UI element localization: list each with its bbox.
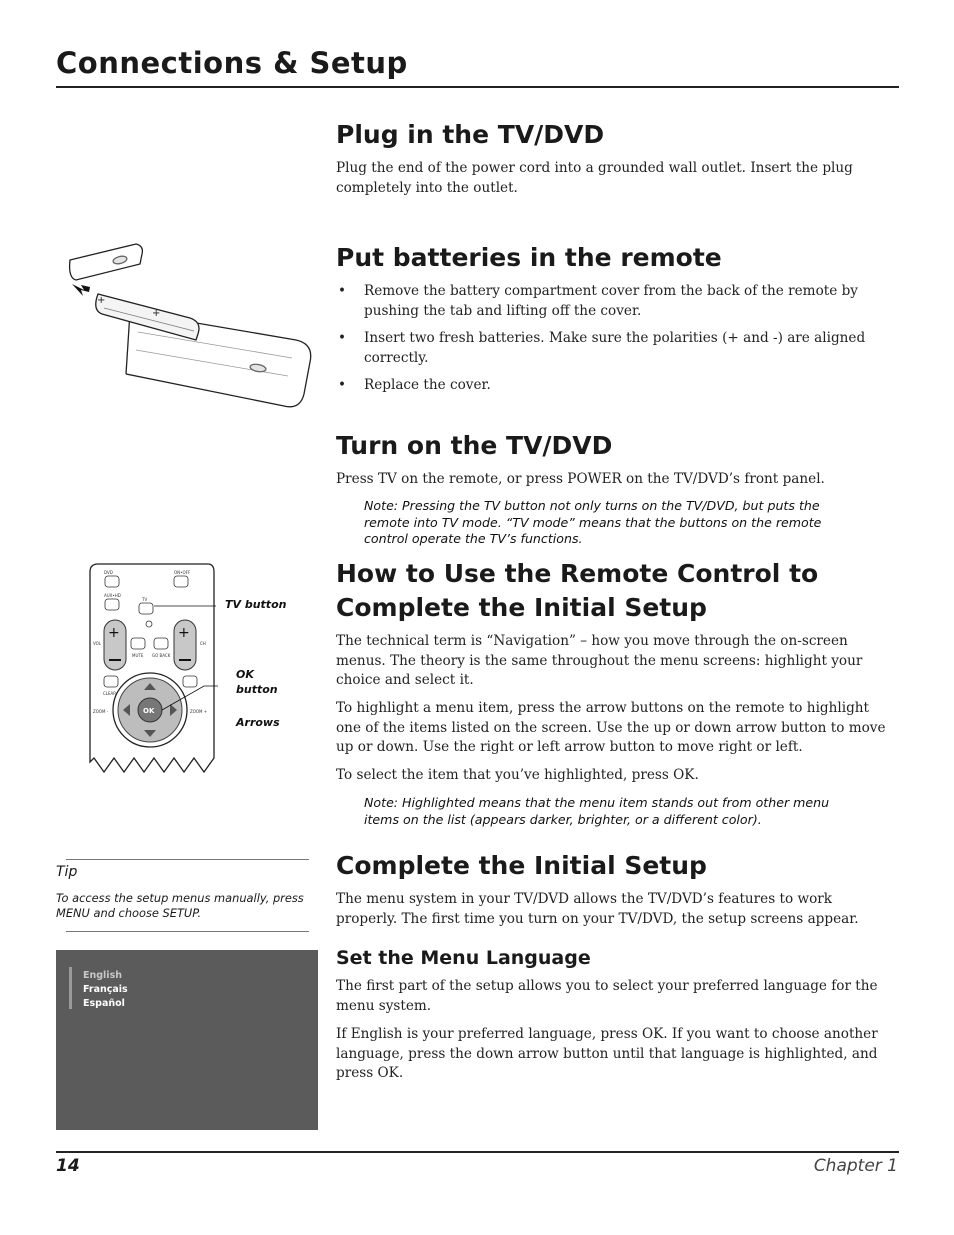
tip-top-rule — [66, 859, 309, 860]
complete-heading: Complete the Initial Setup — [336, 851, 707, 880]
tv-button-callout: TV button — [225, 598, 287, 611]
clear-button-label: CLEAR — [103, 691, 117, 696]
plug-in-heading: Plug in the TV/DVD — [336, 120, 605, 149]
tip-bottom-rule — [66, 931, 309, 932]
aux-button-label: AUX•HD — [104, 593, 121, 598]
chapter-label: Chapter 1 — [813, 1156, 898, 1176]
footer-rule — [56, 1151, 899, 1153]
ok-button-label: OK — [143, 707, 155, 715]
turn-on-body: Press TV on the remote, or press POWER on the TV/DVD’s front panel. — [336, 471, 825, 487]
batteries-bullet-list — [336, 282, 866, 404]
go-back-button-label: GO BACK — [152, 653, 171, 658]
svg-text:+: + — [108, 625, 120, 641]
turn-on-note: Note: Pressing the TV button not only turns on the TV/DVD, but puts the remote into TV mode. “TV mode” means that the buttons on the remote control operate the TV’s functions. — [364, 498, 822, 546]
tv-button-label: TV — [142, 597, 148, 602]
turn-on-heading: Turn on the TV/DVD — [336, 431, 613, 460]
tip-text: To access the setup menus manually, press MENU and choose SETUP. — [56, 891, 304, 921]
svg-text:+: + — [97, 295, 106, 306]
plug-in-body: Plug the end of the power cord into a grounded wall outlet. Insert the plug completely into the outlet. — [336, 160, 853, 196]
menu-option-francais[interactable]: Français — [83, 984, 128, 995]
complete-para-2: If English is your preferred language, press OK. If you want to choose another language, press the down arrow button until that language is highlighted, and press OK. — [336, 1026, 878, 1082]
complete-body: The menu system in your TV/DVD allows the TV/DVD’s features to work properly. The first time you turn on your TV/DVD, the setup screens appear. — [336, 891, 859, 927]
menu-language-screen — [56, 950, 318, 1130]
tip-label: Tip — [56, 864, 78, 880]
bullet-item: • Insert two fresh batteries. Make sure the polarities (+ and -) are aligned correctly. — [336, 329, 866, 368]
remote-control-diagram — [86, 562, 218, 780]
menu-option-english[interactable]: English — [83, 970, 122, 981]
on-off-button-label: ON•OFF — [174, 570, 191, 575]
how-to-note: Note: Highlighted means that the menu item stands out from other menu items on the list (appears darker, brighter, or a different color). — [364, 795, 830, 827]
how-to-heading: How to Use the Remote Control to Complete the Initial Setup — [336, 559, 819, 622]
menu-language-subheading: Set the Menu Language — [336, 947, 591, 969]
how-to-para-3: To select the item that you’ve highlighted, press OK. — [336, 767, 699, 783]
battery-remote-illustration — [64, 240, 314, 412]
how-to-para-2: To highlight a menu item, press the arrow buttons on the remote to highlight one of the items listed on the screen. Use the up or down arrow button to move up or down. Use the right or left arrow button to move right or left. — [336, 700, 886, 756]
bullet-item: • Replace the cover. — [336, 376, 866, 396]
ch-label: CH — [200, 641, 206, 646]
svg-text:+: + — [178, 625, 190, 641]
header-title: Connections & Setup — [56, 46, 408, 80]
how-to-para-1: The technical term is “Navigation” – how you move through the on-screen menus. The theory is the same throughout the menu screens: highlight your choice and select it. — [336, 633, 863, 689]
zoom-plus-label: ZOOM + — [190, 709, 208, 714]
zoom-minus-label: ZOOM - — [93, 709, 109, 714]
batteries-heading: Put batteries in the remote — [336, 243, 722, 272]
svg-text:+: + — [152, 308, 161, 319]
header-rule — [56, 86, 899, 88]
complete-para-1: The first part of the setup allows you to select your preferred language for the menu system. — [336, 978, 878, 1014]
menu-highlight-bar — [69, 967, 72, 1009]
bullet-item: • Remove the battery compartment cover from the back of the remote by pushing the tab and lifting off the cover. — [336, 282, 866, 321]
arrows-callout: Arrows — [236, 716, 280, 729]
ok-button-callout: OK button — [236, 668, 278, 696]
mute-button-label: MUTE — [132, 653, 144, 658]
dvd-button-label: DVD — [104, 570, 113, 575]
page-number: 14 — [56, 1156, 80, 1176]
menu-option-espanol[interactable]: Español — [83, 998, 125, 1009]
vol-label: VOL — [93, 641, 102, 646]
